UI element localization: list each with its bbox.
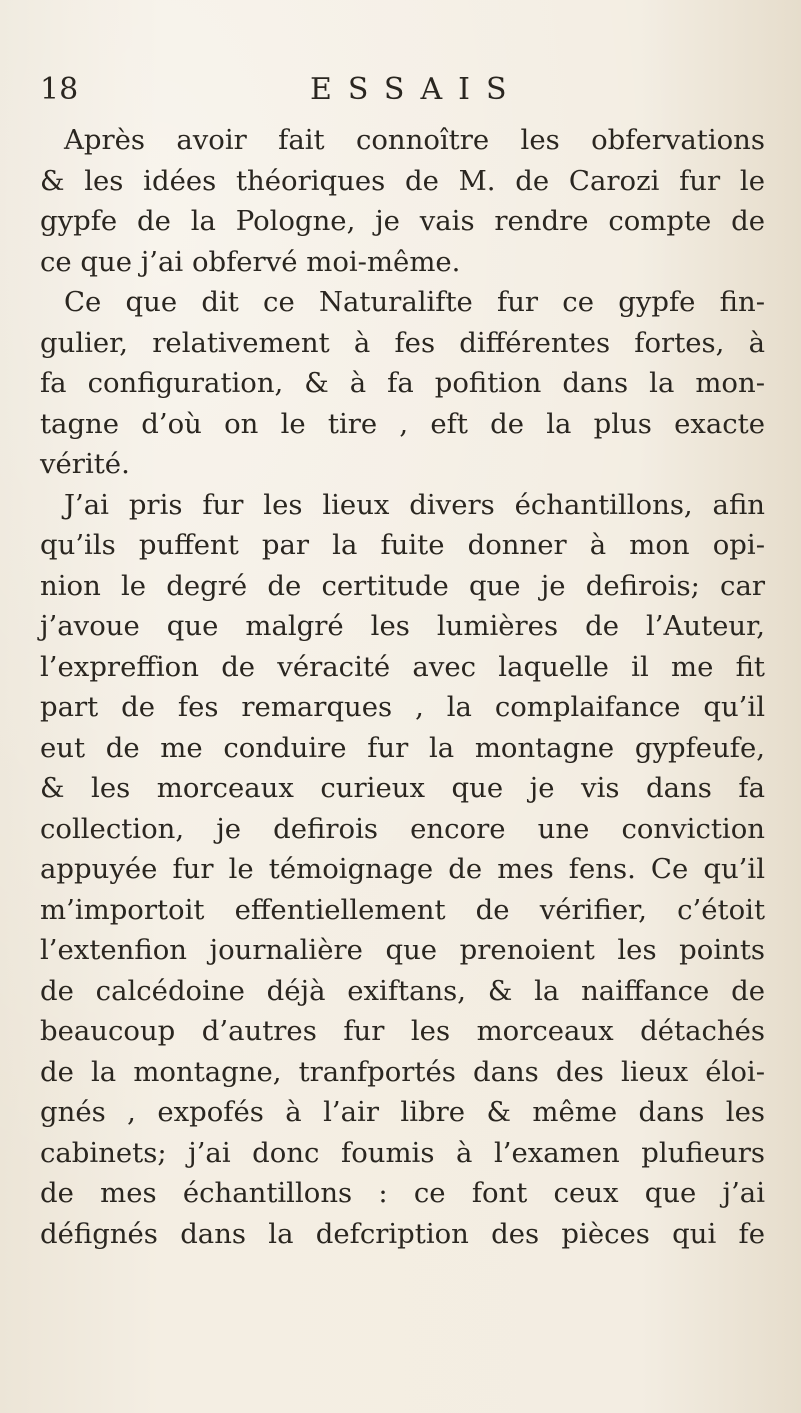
text-line: J’ai pris fur les lieux divers échantillons, afin — [64, 488, 765, 521]
text-line: & les morceaux curieux que je vis dans fa — [40, 772, 765, 804]
text-line: & les idées théoriques de M. de Carozi fur le — [40, 164, 765, 197]
text-line: qu’ils puffent par la fuite donner à mon opi- — [40, 529, 765, 561]
body-text — [40, 120, 765, 1254]
page-header — [40, 72, 760, 112]
text-line: appuyée fur le témoignage de mes fens. Ce qu’il — [40, 853, 765, 885]
text-line: cabinets; j’ai donc foumis à l’examen plufieurs — [40, 1136, 765, 1169]
running-head: ESSAIS — [310, 72, 523, 107]
text-line: nion le degré de certitude que je defirois; car — [40, 569, 765, 602]
page-number: 18 — [40, 72, 79, 107]
text-line: vérité. — [40, 448, 130, 480]
text-line: beaucoup d’autres fur les morceaux détachés — [40, 1015, 765, 1047]
text-line: fa configuration, & à fa pofition dans la mon- — [40, 367, 765, 399]
text-line: de calcédoine déjà exiftans, & la naiffance de — [40, 974, 765, 1007]
text-line: gypfe de la Pologne, je vais rendre compte de — [40, 205, 765, 237]
text-line: m’importoit effentiellement de vérifier, c’étoit — [40, 893, 765, 926]
text-line: Après avoir fait connoître les obfervations — [64, 124, 765, 156]
text-line: j’avoue que malgré les lumières de l’Auteur, — [40, 610, 765, 642]
text-line: de mes échantillons : ce font ceux que j’ai — [40, 1177, 765, 1209]
text-line: ce que j’ai obfervé moi-même. — [40, 245, 461, 278]
text-line: Ce que dit ce Naturalifte fur ce gypfe fin- — [64, 286, 765, 318]
text-line: gnés , expofés à l’air libre & même dans les — [40, 1096, 765, 1128]
text-line: défignés dans la defcription des pièces qui fe — [40, 1217, 765, 1250]
text-line: eut de me conduire fur la montagne gypfeufe, — [40, 731, 765, 764]
text-line: l’expreffion de véracité avec laquelle il me fit — [40, 650, 765, 683]
text-line: tagne d’où on le tire , eft de la plus exacte — [40, 407, 765, 440]
text-line: gulier, relativement à fes différentes fortes, à — [40, 326, 765, 359]
text-line: part de fes remarques , la complaifance qu’il — [40, 691, 765, 723]
text-line: de la montagne, tranfportés dans des lieux éloi- — [40, 1055, 765, 1088]
text-line: l’extenfion journalière que prenoient les points — [40, 934, 765, 966]
text-line: collection, je defirois encore une conviction — [40, 812, 765, 845]
